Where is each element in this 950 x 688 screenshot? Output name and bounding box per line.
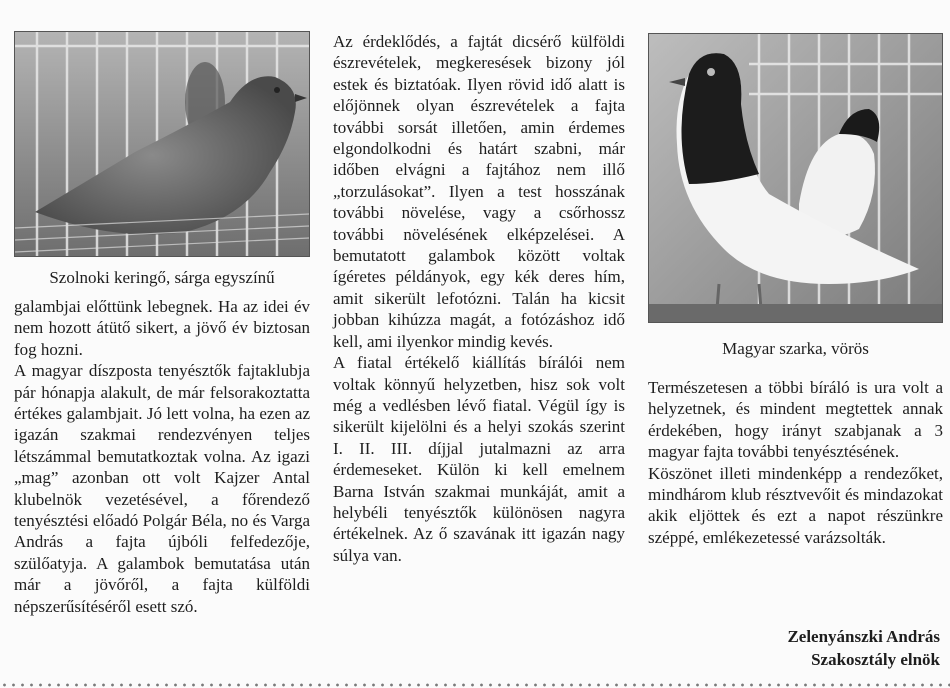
left-paragraph-1: galambjai előttünk lebegnek. Ha az idei év nem hozott átütő sikert, a jövő év biztosan fog hozni. xyxy=(14,297,310,359)
pigeon-photo-left xyxy=(14,31,310,257)
middle-paragraph-2: A fiatal értékelő kiállítás bírálói nem voltak könnyű helyzetben, hisz sok volt még a vedlésben lévő fiatal. Végül így is sikerült kijelölni és a helyi szokás szerint I. II. III. díjjal jutalmazni az arra érdemeseket. Külön ki kell emelnem Barna István szakmai munkáját, amit a helybéli tenyésztők különösen nagyra értékelnek. Az ő szavának itt igazán nagy súlya van. xyxy=(333,353,625,565)
signature-name: Zelenyánszki András xyxy=(787,627,940,646)
right-paragraph-1: Természetesen a többi bíráló is ura volt a helyzetnek, és mindent megtettek annak érdekében, hogy irányt szabjanak a 3 magyar fajta további tenyésztésének. xyxy=(648,378,943,462)
photo-caption-right: Magyar szarka, vörös xyxy=(722,339,869,358)
pigeon-photo-icon xyxy=(15,32,309,256)
photo-caption-left: Szolnoki keringő, sárga egyszínű xyxy=(49,268,275,287)
right-column xyxy=(648,0,943,548)
left-column xyxy=(14,0,310,617)
left-paragraph-2: A magyar díszposta tenyésztők fajtaklubja pár hónapja alakult, de már felsorakoztatta értékes galambjait. Jó lett volna, ha ezen az igazán szakmai rendezvényen teljes létszámmal bemutatkoztak volna. Az igazi „mag” azonban ott volt Kajzer Antal klubelnök vezetésével, a főrendező tenyésztési előadó Polgár Béla, no és Varga András a fajta újbóli felfedezője, szülőatyja. A galambok bemutatása után már a jövőről, a fajta külföldi népszerűsítéséről esett szó. xyxy=(14,361,310,616)
middle-paragraph-1: Az érdeklődés, a fajtát dicsérő külföldi észrevételek, megkeresések bizony jól estek és biztatóak. Ilyen rövid idő alatt is előjönnek olyan észrevételek a fajta további sorsát illetően, amin érdemes elgondolkodni és határt szabni, már időben elvágni a fajtához nem illő „torzulásokat”. Ilyen a test hosszának további növelése, vagy a csőrhossz további növelésének elképzelései. A bemutatott galambok között voltak ígéretes példányok, egy kék deres hím, amit sikerült lefotózni. Talán ha kicsit jobban kihúzza magát, a fotózáshoz idő kell, ami ilyenkor mindig kevés. xyxy=(333,32,625,351)
dotted-border xyxy=(0,682,950,688)
pigeon-photo-right xyxy=(648,33,943,323)
middle-column xyxy=(333,0,625,566)
signature-title: Szakosztály elnök xyxy=(811,650,940,669)
pigeon-photo-icon xyxy=(649,34,942,322)
right-paragraph-2: Köszönet illeti mindenképp a rendezőket, mindhárom klub résztvevőit és mindazokat akik eljöttek és ezt a napot részünkre széppé, emlékezetessé varázsolták. xyxy=(648,463,943,547)
